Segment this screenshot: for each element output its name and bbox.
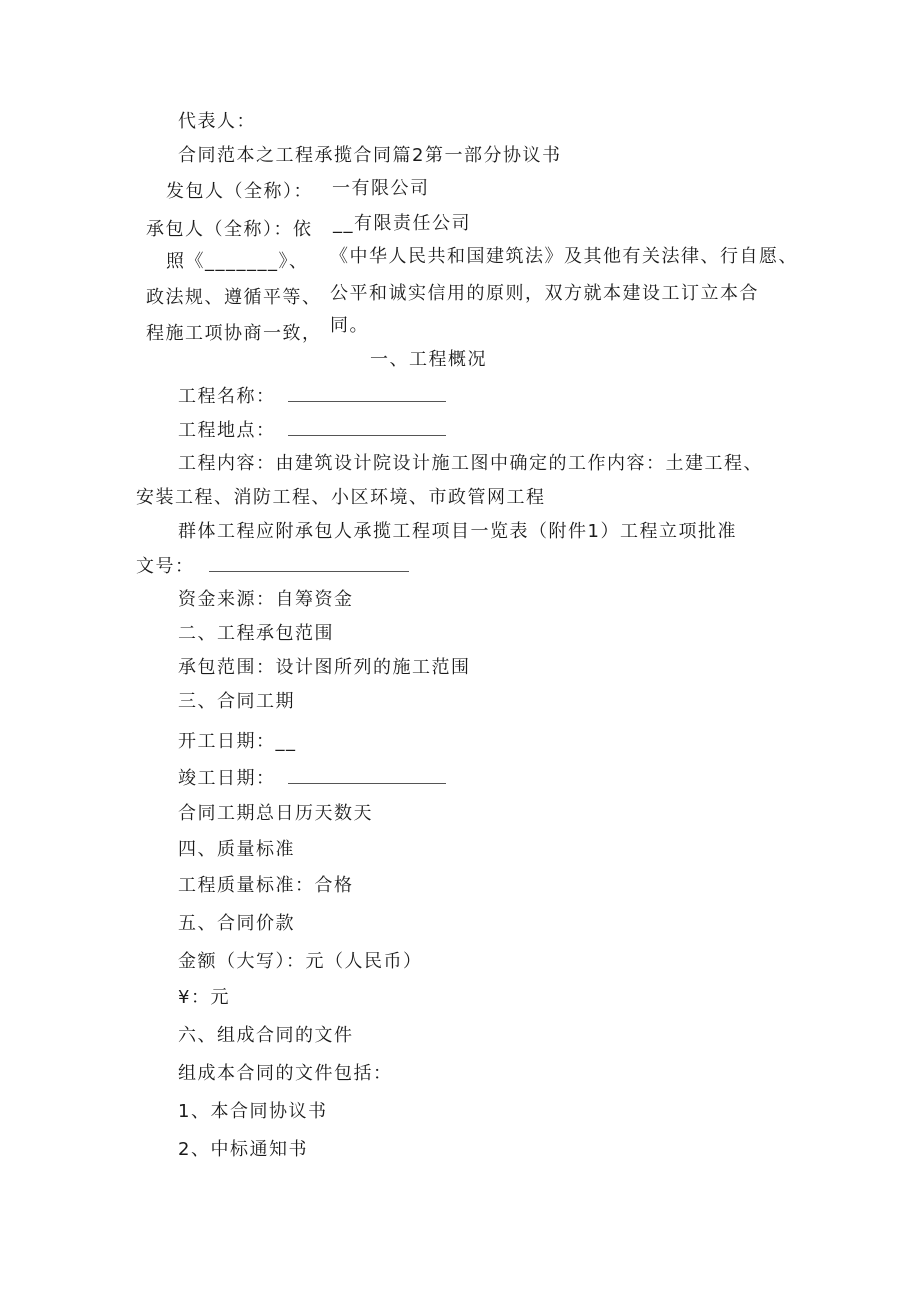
col-left-line-3: 程施工项协商一致， bbox=[146, 323, 322, 344]
end-date-row bbox=[178, 766, 446, 791]
section-4-title: 四、质量标准 bbox=[178, 839, 295, 860]
representative-label: 代表人： bbox=[178, 111, 256, 132]
project-content-line-2: 安装工程、消防工程、小区环境、市政管网工程 bbox=[136, 487, 546, 508]
project-name-label: 工程名称： bbox=[178, 386, 276, 407]
document-item-1: 1、本合同协议书 bbox=[178, 1101, 328, 1122]
agreement-heading: 合同范本之工程承揽合同篇2第一部分协议书 bbox=[178, 145, 562, 166]
approval-number-field[interactable] bbox=[209, 554, 409, 572]
section-6-title: 六、组成合同的文件 bbox=[178, 1025, 354, 1046]
document-item-2: 2、中标通知书 bbox=[178, 1139, 308, 1160]
contractor-label: 承包人（全称）：依 bbox=[146, 219, 313, 240]
approval-number-label: 文号： bbox=[136, 556, 195, 577]
contractor-value-row bbox=[333, 212, 471, 236]
project-location-row bbox=[178, 418, 446, 443]
col-left-line-1: 照《_______》、 bbox=[166, 251, 309, 272]
project-name-row bbox=[178, 384, 446, 409]
col-right-line-2: 公平和诚实信用的原则，双方就本建设工订立本合 bbox=[330, 283, 759, 304]
documents-intro: 组成本合同的文件包括： bbox=[178, 1063, 393, 1084]
contract-scope: 承包范围：设计图所列的施工范围 bbox=[178, 657, 471, 678]
section-1-title: 一、工程概况 bbox=[370, 349, 487, 370]
contractor-value: 有限责任公司 bbox=[354, 213, 471, 234]
amount-in-figures: ¥：元 bbox=[178, 987, 230, 1008]
employer-label: 发包人（全称）： bbox=[166, 181, 313, 202]
employer-value: 一有限公司 bbox=[332, 178, 430, 199]
quality-standard: 工程质量标准：合格 bbox=[178, 875, 354, 896]
fund-source: 资金来源：自筹资金 bbox=[178, 589, 354, 610]
project-location-label: 工程地点： bbox=[178, 420, 276, 441]
col-left-line-2: 政法规、遵循平等、 bbox=[146, 287, 322, 308]
section-5-title: 五、合同价款 bbox=[178, 913, 295, 934]
end-date-field[interactable] bbox=[288, 766, 446, 784]
project-name-field[interactable] bbox=[288, 384, 446, 402]
contractor-prefix: __ bbox=[333, 213, 354, 234]
project-location-field[interactable] bbox=[288, 418, 446, 436]
section-3-title: 三、合同工期 bbox=[178, 691, 295, 712]
section-2-title: 二、工程承包范围 bbox=[178, 623, 334, 644]
project-content-line-1: 工程内容：由建筑设计院设计施工图中确定的工作内容：土建工程、 bbox=[178, 453, 763, 474]
col-right-line-1: 《中华人民共和国建筑法》及其他有关法律、行自愿、 bbox=[330, 246, 798, 267]
total-days: 合同工期总日历天数天 bbox=[178, 803, 373, 824]
approval-number-row bbox=[136, 554, 409, 579]
end-date-label: 竣工日期： bbox=[178, 768, 276, 789]
amount-in-words: 金额（大写）：元（人民币） bbox=[178, 951, 423, 972]
col-right-line-3: 同。 bbox=[330, 315, 369, 336]
group-project-line: 群体工程应附承包人承揽工程项目一览表（附件1）工程立项批准 bbox=[178, 521, 737, 542]
start-date: 开工日期：__ bbox=[178, 731, 297, 752]
